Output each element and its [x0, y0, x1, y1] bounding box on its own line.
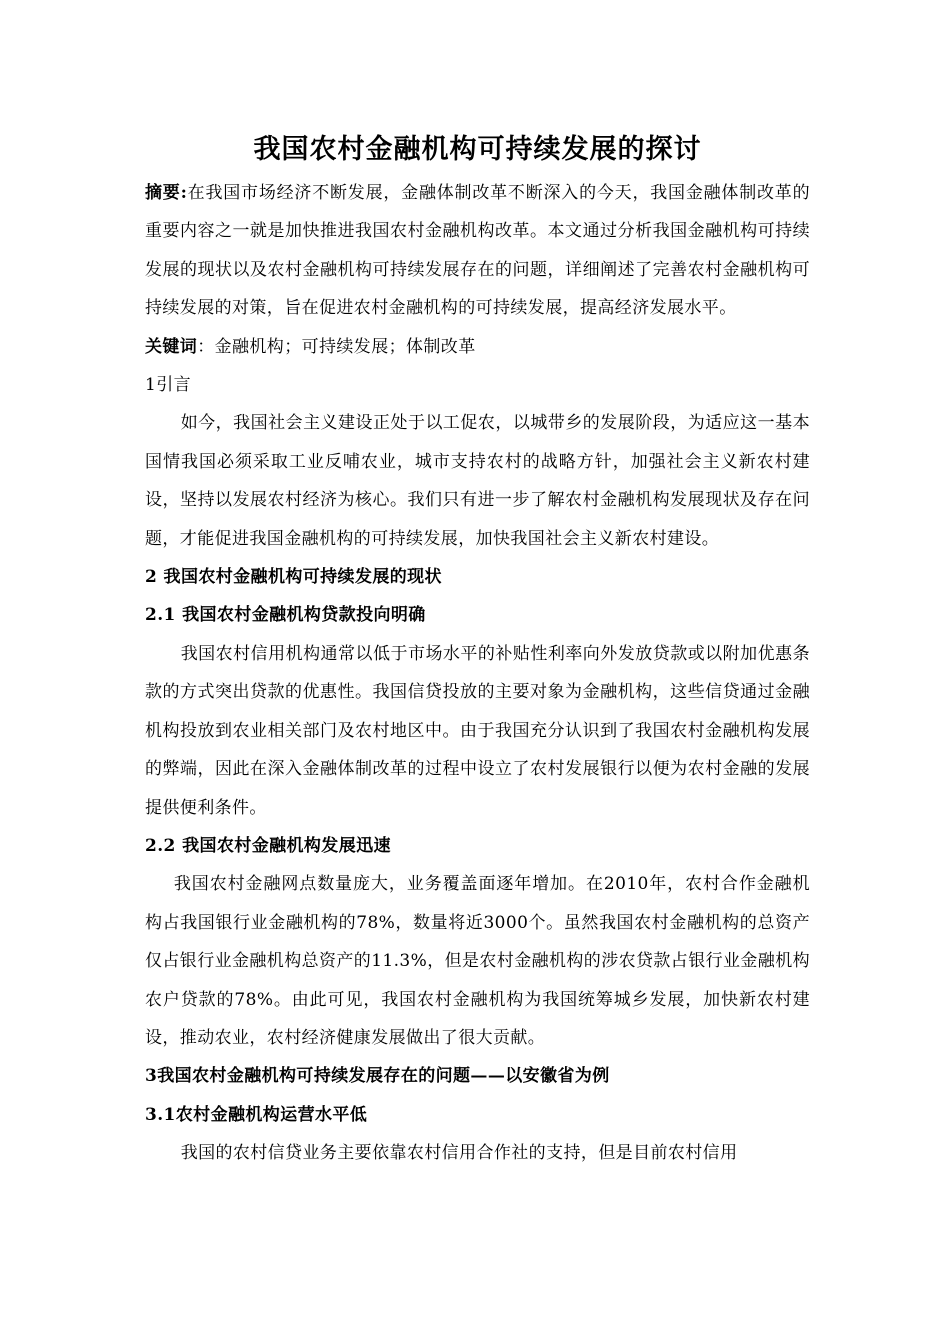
abstract-text: 在我国市场经济不断发展，金融体制改革不断深入的今天，我国金融体制改革的重要内容之一就是加快推进我国农村金融机构改革。本文通过分析我国金融机构可持续发展的现状以及农村金融机构可持续发展存在的问题，详细阐述了完善农村金融机构可持续发展的对策，旨在促进农村金融机构的可持续发展，提高经济发展水平。: [145, 183, 810, 319]
keywords-label: 关键词: [145, 336, 198, 357]
section-3-1-paragraph: 我国的农村信贷业务主要依靠农村信用合作社的支持，但是目前农村信用: [180, 1143, 738, 1164]
keywords-line: [145, 328, 810, 366]
section-2-1-heading: 2.1 我国农村金融机构贷款投向明确: [145, 605, 426, 626]
section-2-2-paragraph: 我国农村金融网点数量庞大，业务覆盖面逐年增加。在2010年，农村合作金融机构占我国银行业金融机构的78%，数量将近3000个。虽然我国农村金融机构的总资产仅占银行业金融机构总资产的11.3%，但是农村金融机构的涉农贷款占银行业金融机构农户贷款的78%。由此可见，我国农村金融机构为我国统筹城乡发展，加快新农村建设，推动农业，农村经济健康发展做出了很大贡献。: [145, 874, 811, 1048]
section-1-heading: 1引言: [145, 375, 192, 396]
section-3-heading: 3我国农村金融机构可持续发展存在的问题——以安徽省为例: [145, 1066, 610, 1087]
document-title: 我国农村金融机构可持续发展的探讨: [253, 134, 702, 165]
section-3-1-heading: 3.1农村金融机构运营水平低: [145, 1104, 368, 1125]
abstract-label: 摘要:: [145, 183, 188, 203]
section-2-1-paragraph: 我国农村信用机构通常以低于市场水平的补贴性利率向外发放贷款或以附加优惠条款的方式突出贷款的优惠性。我国信贷投放的主要对象为金融机构，这些信贷通过金融机构投放到农业相关部门及农村地区中。由于我国充分认识到了我国农村金融机构发展的弊端，因此在深入金融体制改革的过程中设立了农村发展银行以便为农村金融的发展提供便利条件。: [145, 643, 810, 818]
section-2-2-heading: 2.2 我国农村金融机构发展迅速: [145, 835, 391, 856]
keywords-text: ：金融机构；可持续发展；体制改革: [197, 336, 476, 357]
section-1-paragraph: 如今，我国社会主义建设正处于以工促农，以城带乡的发展阶段，为适应这一基本国情我国必须采取工业反哺农业，城市支持农村的战略方针，加强社会主义新农村建设，坚持以发展农村经济为核心。我们只有进一步了解农村金融机构发展现状及存在问题，才能促进我国金融机构的可持续发展，加快我国社会主义新农村建设。: [145, 413, 810, 549]
section-2-heading: 2 我国农村金融机构可持续发展的现状: [145, 567, 442, 588]
abstract-paragraph: [145, 174, 810, 328]
